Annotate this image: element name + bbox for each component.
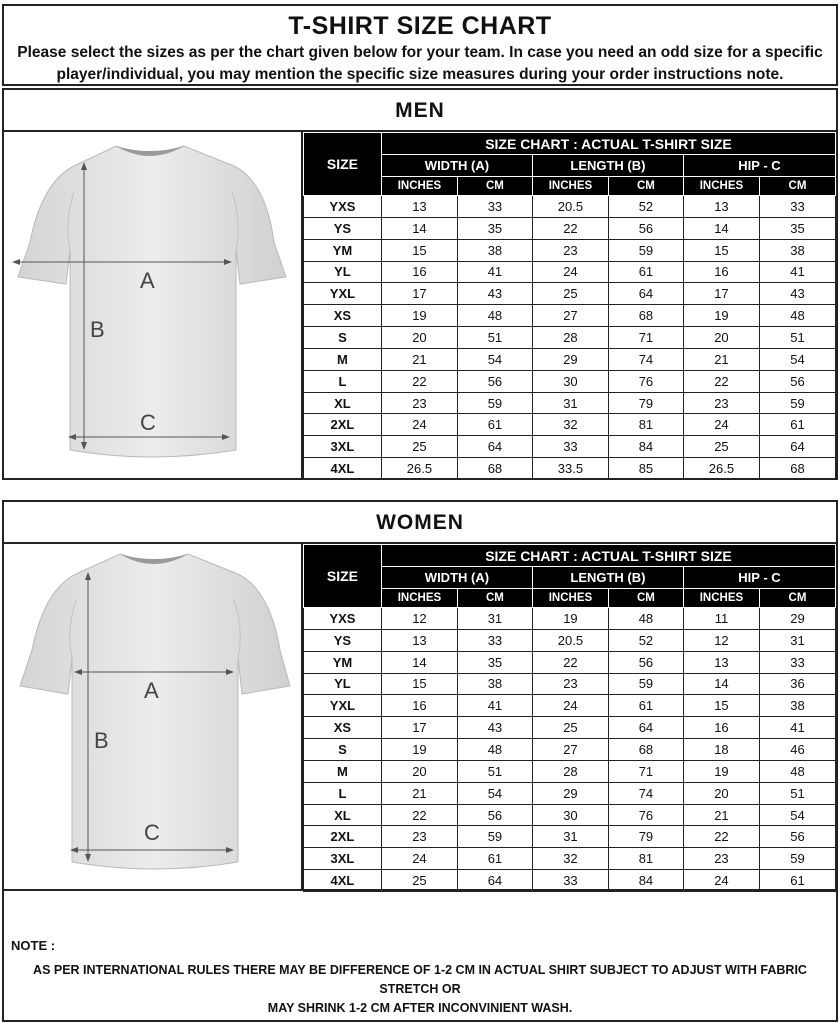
length-inches-cell: 22: [532, 651, 608, 673]
width-cm-cell: 43: [457, 717, 532, 739]
length-inches-cell: 28: [532, 760, 608, 782]
hip-cm-cell: 61: [759, 870, 835, 892]
length-cm-cell: 61: [608, 695, 683, 717]
hip-header: HIP - C: [683, 567, 835, 589]
length-cm-cell: 79: [608, 392, 683, 414]
note-section: [2, 889, 838, 1022]
length-header: LENGTH (B): [532, 567, 683, 589]
hip-cm-cell: 56: [759, 370, 835, 392]
hip-inches-cell: 19: [683, 305, 759, 327]
table-row: [303, 629, 835, 651]
size-cell: L: [303, 370, 381, 392]
instructions-line-2: player/individual, you may mention the specific size measures during your order instructions note.: [56, 66, 784, 83]
note-line-1: AS PER INTERNATIONAL RULES THERE MAY BE DIFFERENCE OF 1-2 CM IN ACTUAL SHIRT SUBJECT TO ADJUST WITH FABRIC STRETCH OR: [33, 963, 807, 996]
women-table-body: [303, 608, 835, 892]
hip-cm-cell: 33: [759, 196, 835, 218]
size-cell: XS: [303, 305, 381, 327]
length-inches-cell: 22: [532, 217, 608, 239]
length-cm-cell: 52: [608, 196, 683, 218]
length-inches-cell: 20.5: [532, 196, 608, 218]
length-inches-cell: 31: [532, 826, 608, 848]
length-cm-cell: 76: [608, 804, 683, 826]
width-inches-cell: 24: [381, 414, 457, 436]
length-cm-cell: 71: [608, 760, 683, 782]
table-row: [303, 436, 835, 458]
table-row: [303, 305, 835, 327]
width-inches-cell: 15: [381, 239, 457, 261]
width-cm-cell: 41: [457, 261, 532, 283]
hip-inches-cell: 26.5: [683, 458, 759, 480]
dimension-a-label: A: [144, 678, 159, 703]
table-row: [303, 327, 835, 349]
width-inches-cell: 15: [381, 673, 457, 695]
hip-inches-cell: 23: [683, 392, 759, 414]
table-row: [303, 348, 835, 370]
unit-cm: CM: [759, 177, 835, 196]
hip-inches-cell: 24: [683, 870, 759, 892]
width-inches-cell: 22: [381, 370, 457, 392]
chart-heading: SIZE CHART : ACTUAL T-SHIRT SIZE: [381, 545, 835, 567]
table-row: [303, 848, 835, 870]
women-title: WOMEN: [4, 502, 836, 544]
tshirt-icon: [4, 544, 304, 889]
hip-cm-cell: 29: [759, 608, 835, 630]
width-cm-cell: 35: [457, 217, 532, 239]
hip-cm-cell: 54: [759, 804, 835, 826]
size-cell: XS: [303, 717, 381, 739]
men-table-body: [303, 196, 835, 480]
length-inches-cell: 28: [532, 327, 608, 349]
width-inches-cell: 14: [381, 651, 457, 673]
hip-cm-cell: 54: [759, 348, 835, 370]
size-column-header: SIZE: [303, 545, 381, 608]
hip-inches-cell: 22: [683, 826, 759, 848]
women-size-table: [303, 544, 836, 892]
hip-inches-cell: 20: [683, 782, 759, 804]
length-cm-cell: 56: [608, 217, 683, 239]
width-cm-cell: 59: [457, 392, 532, 414]
size-cell: YXL: [303, 695, 381, 717]
hip-inches-cell: 22: [683, 370, 759, 392]
table-row: [303, 651, 835, 673]
length-cm-cell: 84: [608, 870, 683, 892]
width-inches-cell: 25: [381, 870, 457, 892]
hip-cm-cell: 51: [759, 327, 835, 349]
size-cell: YL: [303, 673, 381, 695]
width-inches-cell: 19: [381, 739, 457, 761]
chart-heading: SIZE CHART : ACTUAL T-SHIRT SIZE: [381, 133, 835, 155]
width-cm-cell: 35: [457, 651, 532, 673]
size-cell: S: [303, 327, 381, 349]
width-inches-cell: 20: [381, 760, 457, 782]
hip-cm-cell: 36: [759, 673, 835, 695]
width-cm-cell: 51: [457, 327, 532, 349]
width-inches-cell: 16: [381, 695, 457, 717]
length-cm-cell: 74: [608, 782, 683, 804]
width-inches-cell: 12: [381, 608, 457, 630]
width-inches-cell: 23: [381, 392, 457, 414]
size-cell: M: [303, 348, 381, 370]
width-inches-cell: 19: [381, 305, 457, 327]
hip-cm-cell: 59: [759, 848, 835, 870]
size-cell: 4XL: [303, 870, 381, 892]
length-cm-cell: 56: [608, 651, 683, 673]
note-line-2: MAY SHRINK 1-2 CM AFTER INCONVINIENT WASH.: [267, 1001, 573, 1015]
hip-inches-cell: 15: [683, 239, 759, 261]
hip-cm-cell: 61: [759, 414, 835, 436]
width-inches-cell: 16: [381, 261, 457, 283]
width-inches-cell: 14: [381, 217, 457, 239]
men-title: MEN: [4, 90, 836, 132]
width-cm-cell: 48: [457, 305, 532, 327]
hip-cm-cell: 59: [759, 392, 835, 414]
hip-cm-cell: 64: [759, 436, 835, 458]
hip-inches-cell: 25: [683, 436, 759, 458]
length-inches-cell: 33.5: [532, 458, 608, 480]
unit-inches: INCHES: [381, 589, 457, 608]
size-cell: XL: [303, 804, 381, 826]
length-inches-cell: 30: [532, 804, 608, 826]
width-inches-cell: 21: [381, 782, 457, 804]
size-cell: YM: [303, 651, 381, 673]
note-label: NOTE :: [11, 938, 56, 953]
width-cm-cell: 38: [457, 673, 532, 695]
table-row: [303, 608, 835, 630]
tshirt-icon: [4, 132, 304, 478]
hip-inches-cell: 11: [683, 608, 759, 630]
width-cm-cell: 38: [457, 239, 532, 261]
unit-cm: CM: [759, 589, 835, 608]
unit-inches: INCHES: [683, 589, 759, 608]
hip-cm-cell: 35: [759, 217, 835, 239]
hip-cm-cell: 48: [759, 760, 835, 782]
unit-inches: INCHES: [381, 177, 457, 196]
hip-inches-cell: 16: [683, 717, 759, 739]
table-row: [303, 217, 835, 239]
table-row: [303, 414, 835, 436]
length-inches-cell: 30: [532, 370, 608, 392]
width-cm-cell: 64: [457, 436, 532, 458]
table-row: [303, 283, 835, 305]
length-cm-cell: 68: [608, 305, 683, 327]
size-cell: L: [303, 782, 381, 804]
width-cm-cell: 54: [457, 348, 532, 370]
unit-cm: CM: [608, 177, 683, 196]
hip-inches-cell: 20: [683, 327, 759, 349]
length-cm-cell: 81: [608, 848, 683, 870]
table-row: [303, 261, 835, 283]
length-inches-cell: 27: [532, 305, 608, 327]
table-row: [303, 804, 835, 826]
length-cm-cell: 59: [608, 239, 683, 261]
size-cell: M: [303, 760, 381, 782]
length-inches-cell: 32: [532, 414, 608, 436]
width-header: WIDTH (A): [381, 567, 532, 589]
hip-cm-cell: 48: [759, 305, 835, 327]
length-inches-cell: 23: [532, 673, 608, 695]
hip-inches-cell: 12: [683, 629, 759, 651]
unit-inches: INCHES: [683, 177, 759, 196]
width-cm-cell: 54: [457, 782, 532, 804]
width-header: WIDTH (A): [381, 155, 532, 177]
width-cm-cell: 56: [457, 370, 532, 392]
length-cm-cell: 85: [608, 458, 683, 480]
dimension-c-label: C: [140, 410, 156, 435]
width-inches-cell: 25: [381, 436, 457, 458]
women-section: [2, 500, 838, 891]
hip-inches-cell: 13: [683, 196, 759, 218]
hip-inches-cell: 21: [683, 348, 759, 370]
width-inches-cell: 13: [381, 629, 457, 651]
table-row: [303, 392, 835, 414]
length-inches-cell: 24: [532, 261, 608, 283]
hip-inches-cell: 24: [683, 414, 759, 436]
width-cm-cell: 68: [457, 458, 532, 480]
length-inches-cell: 25: [532, 283, 608, 305]
length-inches-cell: 27: [532, 739, 608, 761]
width-inches-cell: 24: [381, 848, 457, 870]
unit-cm: CM: [457, 589, 532, 608]
table-row: [303, 717, 835, 739]
unit-inches: INCHES: [532, 589, 608, 608]
table-row: [303, 782, 835, 804]
length-cm-cell: 74: [608, 348, 683, 370]
length-cm-cell: 84: [608, 436, 683, 458]
hip-inches-cell: 18: [683, 739, 759, 761]
size-cell: 2XL: [303, 826, 381, 848]
size-cell: 3XL: [303, 436, 381, 458]
dimension-b-label: B: [90, 317, 105, 342]
hip-inches-cell: 15: [683, 695, 759, 717]
hip-cm-cell: 41: [759, 261, 835, 283]
hip-cm-cell: 46: [759, 739, 835, 761]
length-inches-cell: 24: [532, 695, 608, 717]
men-shirt-diagram: [4, 132, 303, 478]
hip-cm-cell: 51: [759, 782, 835, 804]
width-cm-cell: 43: [457, 283, 532, 305]
hip-cm-cell: 31: [759, 629, 835, 651]
table-row: [303, 826, 835, 848]
length-cm-cell: 59: [608, 673, 683, 695]
table-row: [303, 370, 835, 392]
width-cm-cell: 61: [457, 414, 532, 436]
width-cm-cell: 56: [457, 804, 532, 826]
hip-inches-cell: 17: [683, 283, 759, 305]
hip-header: HIP - C: [683, 155, 835, 177]
width-cm-cell: 64: [457, 870, 532, 892]
length-inches-cell: 31: [532, 392, 608, 414]
size-column-header: SIZE: [303, 133, 381, 196]
hip-inches-cell: 14: [683, 673, 759, 695]
width-cm-cell: 31: [457, 608, 532, 630]
width-inches-cell: 20: [381, 327, 457, 349]
width-cm-cell: 51: [457, 760, 532, 782]
size-cell: S: [303, 739, 381, 761]
table-row: [303, 673, 835, 695]
width-cm-cell: 33: [457, 629, 532, 651]
length-cm-cell: 52: [608, 629, 683, 651]
men-section: [2, 88, 838, 480]
length-cm-cell: 48: [608, 608, 683, 630]
length-inches-cell: 25: [532, 717, 608, 739]
women-shirt-diagram: [4, 544, 303, 889]
length-cm-cell: 81: [608, 414, 683, 436]
dimension-b-label: B: [94, 728, 109, 753]
dimension-a-label: A: [140, 268, 155, 293]
length-cm-cell: 71: [608, 327, 683, 349]
size-cell: YM: [303, 239, 381, 261]
hip-inches-cell: 13: [683, 651, 759, 673]
size-cell: XL: [303, 392, 381, 414]
size-cell: 3XL: [303, 848, 381, 870]
unit-inches: INCHES: [532, 177, 608, 196]
width-cm-cell: 48: [457, 739, 532, 761]
page-title: T-SHIRT SIZE CHART: [288, 12, 552, 40]
table-row: [303, 695, 835, 717]
width-inches-cell: 17: [381, 717, 457, 739]
length-cm-cell: 68: [608, 739, 683, 761]
table-row: [303, 739, 835, 761]
hip-cm-cell: 68: [759, 458, 835, 480]
dimension-c-label: C: [144, 820, 160, 845]
instructions-line-1: Please select the sizes as per the chart given below for your team. In case you need an odd size for a specific: [17, 44, 823, 61]
table-row: [303, 239, 835, 261]
hip-cm-cell: 56: [759, 826, 835, 848]
width-inches-cell: 26.5: [381, 458, 457, 480]
width-inches-cell: 21: [381, 348, 457, 370]
width-inches-cell: 22: [381, 804, 457, 826]
length-inches-cell: 20.5: [532, 629, 608, 651]
length-cm-cell: 64: [608, 717, 683, 739]
unit-cm: CM: [608, 589, 683, 608]
hip-inches-cell: 19: [683, 760, 759, 782]
size-cell: YXS: [303, 196, 381, 218]
length-inches-cell: 33: [532, 436, 608, 458]
length-inches-cell: 32: [532, 848, 608, 870]
length-inches-cell: 29: [532, 348, 608, 370]
length-inches-cell: 23: [532, 239, 608, 261]
length-cm-cell: 76: [608, 370, 683, 392]
header: [2, 4, 838, 86]
size-cell: 4XL: [303, 458, 381, 480]
table-row: [303, 760, 835, 782]
men-size-table: [303, 132, 836, 480]
length-inches-cell: 19: [532, 608, 608, 630]
hip-inches-cell: 16: [683, 261, 759, 283]
note-text: [4, 961, 836, 1018]
size-cell: YS: [303, 217, 381, 239]
size-cell: YS: [303, 629, 381, 651]
size-cell: YL: [303, 261, 381, 283]
table-row: [303, 458, 835, 480]
unit-cm: CM: [457, 177, 532, 196]
width-inches-cell: 23: [381, 826, 457, 848]
width-cm-cell: 41: [457, 695, 532, 717]
width-inches-cell: 17: [381, 283, 457, 305]
hip-inches-cell: 14: [683, 217, 759, 239]
width-cm-cell: 61: [457, 848, 532, 870]
size-cell: YXL: [303, 283, 381, 305]
hip-cm-cell: 43: [759, 283, 835, 305]
width-cm-cell: 59: [457, 826, 532, 848]
table-row: [303, 196, 835, 218]
length-cm-cell: 61: [608, 261, 683, 283]
hip-inches-cell: 21: [683, 804, 759, 826]
hip-cm-cell: 38: [759, 695, 835, 717]
hip-inches-cell: 23: [683, 848, 759, 870]
width-cm-cell: 33: [457, 196, 532, 218]
length-cm-cell: 64: [608, 283, 683, 305]
size-cell: YXS: [303, 608, 381, 630]
size-cell: 2XL: [303, 414, 381, 436]
length-cm-cell: 79: [608, 826, 683, 848]
length-inches-cell: 29: [532, 782, 608, 804]
hip-cm-cell: 41: [759, 717, 835, 739]
width-inches-cell: 13: [381, 196, 457, 218]
hip-cm-cell: 33: [759, 651, 835, 673]
length-header: LENGTH (B): [532, 155, 683, 177]
hip-cm-cell: 38: [759, 239, 835, 261]
length-inches-cell: 33: [532, 870, 608, 892]
